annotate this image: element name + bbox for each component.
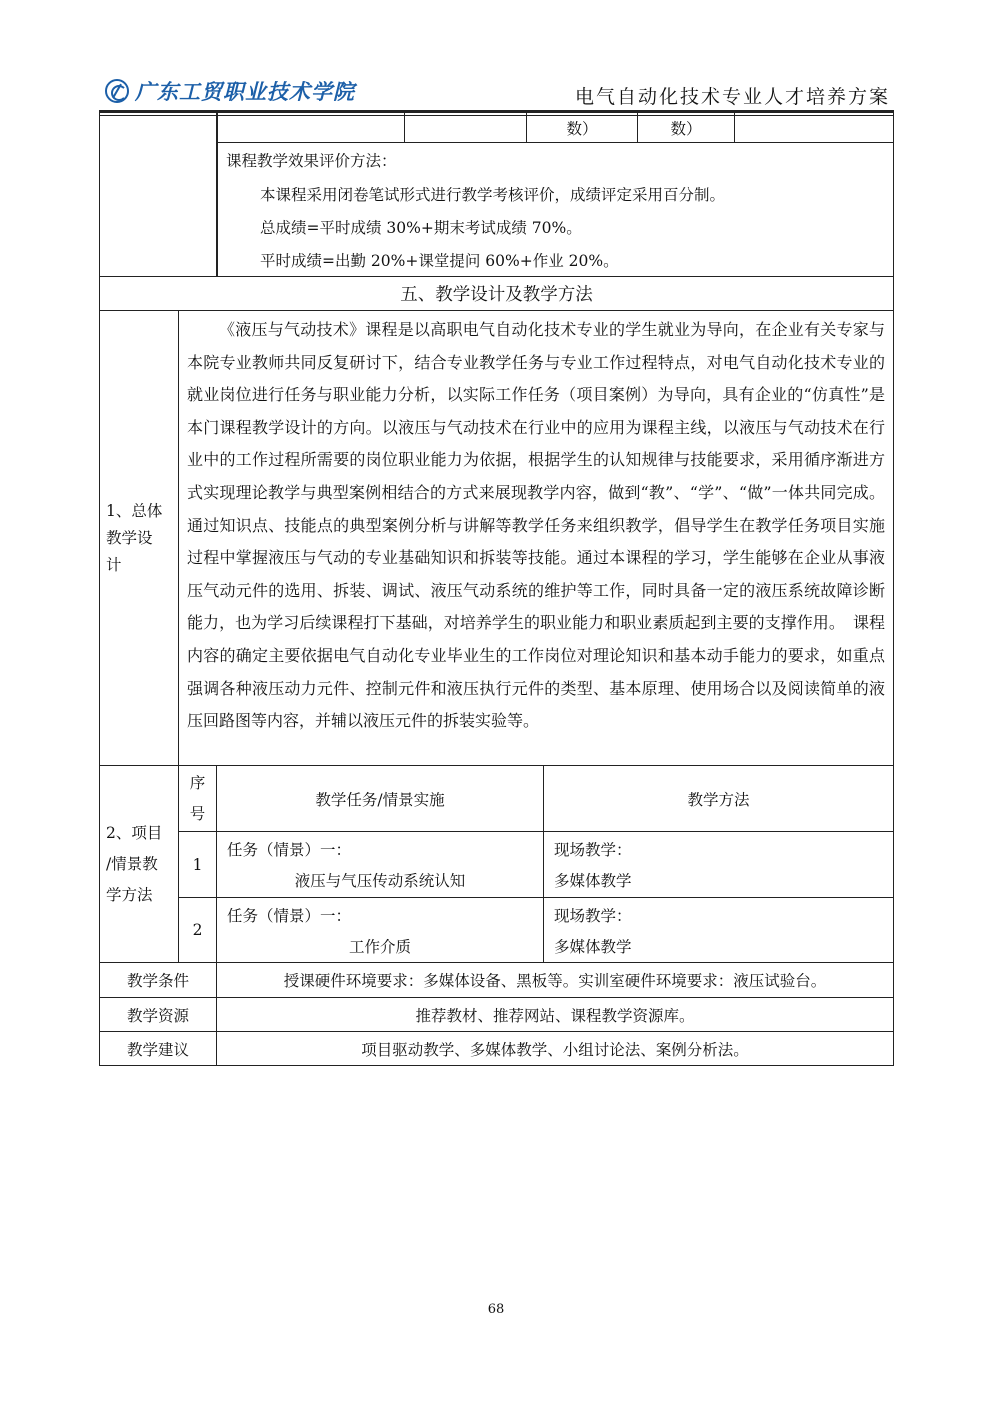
evaluation-cell — [217, 142, 894, 277]
document-title: 电气自动化技术专业人才培养方案 — [574, 86, 890, 108]
suggestions-value: 项目驱动教学、多媒体教学、小组讨论法、案例分析法。 — [361, 1040, 749, 1059]
project-label-line-1: 2、项目 — [106, 823, 163, 842]
project-label-line-2: /情景教 — [106, 854, 158, 873]
resources-label: 教学资源 — [126, 1006, 189, 1025]
overall-design-content-cell — [178, 310, 894, 766]
project-label-line-3: 学方法 — [106, 885, 153, 904]
conditions-value: 授课硬件环境要求：多媒体设备、黑板等。实训室硬件环境要求：液压试验台。 — [283, 972, 827, 990]
task-title-2: 任务（情景）一： — [227, 907, 352, 925]
conditions-label: 教学条件 — [126, 972, 189, 990]
task-header-cell — [216, 765, 544, 832]
method-line-1a: 现场教学： — [554, 841, 632, 859]
school-logo — [105, 76, 355, 106]
school-emblem-icon — [105, 79, 129, 103]
seq-value-1: 1 — [192, 855, 203, 874]
conditions-label-cell — [99, 962, 217, 998]
method-line-1b: 多媒体教学 — [554, 872, 632, 890]
top-row-cell-1 — [217, 112, 405, 143]
page-header — [99, 70, 894, 112]
task-title-1: 任务（情景）一： — [227, 841, 352, 859]
resources-value: 推荐教材、推荐网站、课程教学资源库。 — [415, 1006, 695, 1025]
top-row-cell-5 — [734, 112, 894, 143]
section-title: 五、教学设计及教学方法 — [400, 285, 593, 305]
method-cell-2 — [543, 897, 894, 963]
suggestions-label-cell — [99, 1031, 217, 1066]
top-row-cell-4 — [637, 112, 735, 143]
seq-cell-1 — [178, 831, 217, 898]
method-line-2a: 现场教学： — [554, 907, 632, 925]
seq-cell-2 — [178, 897, 217, 963]
overall-design-label — [100, 498, 162, 579]
top-row-cell-3 — [526, 112, 638, 143]
overall-label-line-1: 1、总体 — [106, 501, 163, 520]
conditions-value-cell — [216, 962, 894, 998]
task-name-1: 液压与气压传动系统认知 — [294, 872, 466, 890]
task-header: 教学任务/情景实施 — [315, 790, 445, 809]
overall-design-paragraph: 《液压与气动技术》课程是以高职电气自动化技术专业的学生就业为导向，在企业有关专家与本院专业教师共同反复研讨下，结合专业教学任务与专业工作过程特点，对电气自动化技术专业的就业岗位进行任务与职业能力分析，以实际工作任务（项目案例）为导向，具有企业的“仿真性”是本门课程教学设计的方向。以液压与气动技术在行业中的应用为课程主线，以液压与气动技术在行业中的工作过程所需要的岗位职业能力为依据，根据学生的认知规律与技能要求，采用循序渐进方式实现理论教学与典型案例相结合的方式来展现教学内容，做到“教”、“学”、“做”一体共同完成。通过知识点、技能点的典型案例分析与讲解等教学任务来组织教学，倡导学生在教学任务项目实施过程中掌握液压与气动的专业基础知识和拆装等技能。通过本课程的学习，学生能够在企业从事液压气动元件的选用、拆装、调试、液压气动系统的维护等工作，同时具备一定的液压系统故障诊断能力，也为学习后续课程打下基础，对培养学生的职业能力和职业素质起到主要的支撑作用。 课程内容的确定主要依据电气自动化专业毕业生的工作岗位对理论知识和基本动手能力的要求，如重点强调各种液压动力元件、控制元件和液压执行元件的类型、基本原理、使用场合以及阅读简单的液压回路图等内容，并辅以液压元件的拆装实验等。 — [187, 320, 885, 731]
task-cell-1 — [216, 831, 544, 898]
resources-value-cell — [216, 997, 894, 1032]
method-cell-1 — [543, 831, 894, 898]
overall-label-line-2: 教学设 — [106, 528, 153, 547]
school-name: 广东工贸职业技术学院 — [135, 79, 355, 104]
resources-label-cell — [99, 997, 217, 1032]
left-continuation-cell — [99, 112, 217, 277]
method-line-2b: 多媒体教学 — [554, 938, 632, 956]
top-row-text-4: 数） — [670, 119, 702, 138]
evaluation-line-2: 总成绩=平时成绩 30%+期末考试成绩 70%。 — [260, 219, 582, 237]
evaluation-line-1: 本课程采用闭卷笔试形式进行教学考核评价，成绩评定采用百分制。 — [260, 186, 726, 204]
method-header-cell — [543, 765, 894, 832]
suggestions-value-cell — [216, 1031, 894, 1066]
overall-label-line-3: 计 — [106, 555, 122, 574]
project-methods-label-cell — [99, 765, 179, 963]
evaluation-line-3: 平时成绩=出勤 20%+课堂提问 60%+作业 20%。 — [260, 252, 619, 270]
seq-header-line-1: 序 — [189, 773, 206, 792]
top-row-text-3: 数） — [566, 119, 598, 138]
page-number: 68 — [487, 1302, 505, 1317]
project-methods-label — [100, 818, 162, 911]
task-name-2: 工作介质 — [348, 938, 411, 956]
method-header: 教学方法 — [687, 790, 750, 809]
seq-header-line-2: 号 — [189, 804, 206, 823]
seq-value-2: 2 — [192, 921, 203, 939]
overall-design-label-cell — [99, 310, 179, 766]
task-cell-2 — [216, 897, 544, 963]
evaluation-title: 课程教学效果评价方法： — [226, 152, 397, 170]
suggestions-label: 教学建议 — [126, 1040, 189, 1059]
section-title-cell — [99, 276, 894, 311]
seq-header-cell — [178, 765, 217, 832]
top-row-cell-2 — [404, 112, 527, 143]
